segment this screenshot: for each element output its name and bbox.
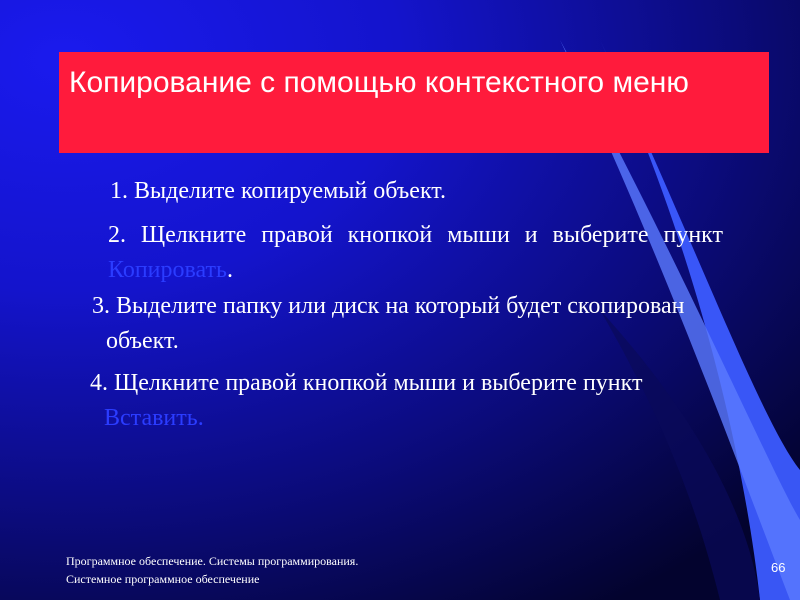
step-2-end: . <box>226 257 233 283</box>
step-2-highlight: Копировать <box>108 257 227 283</box>
step-4-block <box>90 366 740 436</box>
title-banner <box>59 52 769 153</box>
step-4-text: 4. Щелкните правой кнопкой мыши и выберите пункт <box>90 370 643 396</box>
step-4-highlight: Вставить. <box>104 405 204 431</box>
step-3 <box>92 289 732 359</box>
step-4 <box>90 366 740 436</box>
page-number: 66 <box>771 560 786 575</box>
step-1 <box>110 174 720 209</box>
step-2 <box>108 218 723 288</box>
footer-text: Программное обеспечение. Системы программирования. Системное программное обеспечение <box>66 554 359 586</box>
slide-title: Копирование с помощью контекстного меню <box>69 66 689 99</box>
step-1-text: 1. Выделите копируемый объект. <box>110 178 446 204</box>
step-2-text: 2. Щелкните правой кнопкой мыши и выберите пункт <box>108 222 723 248</box>
step-3-text: 3. Выделите папку или диск на который будет скопирован объект. <box>92 293 685 354</box>
